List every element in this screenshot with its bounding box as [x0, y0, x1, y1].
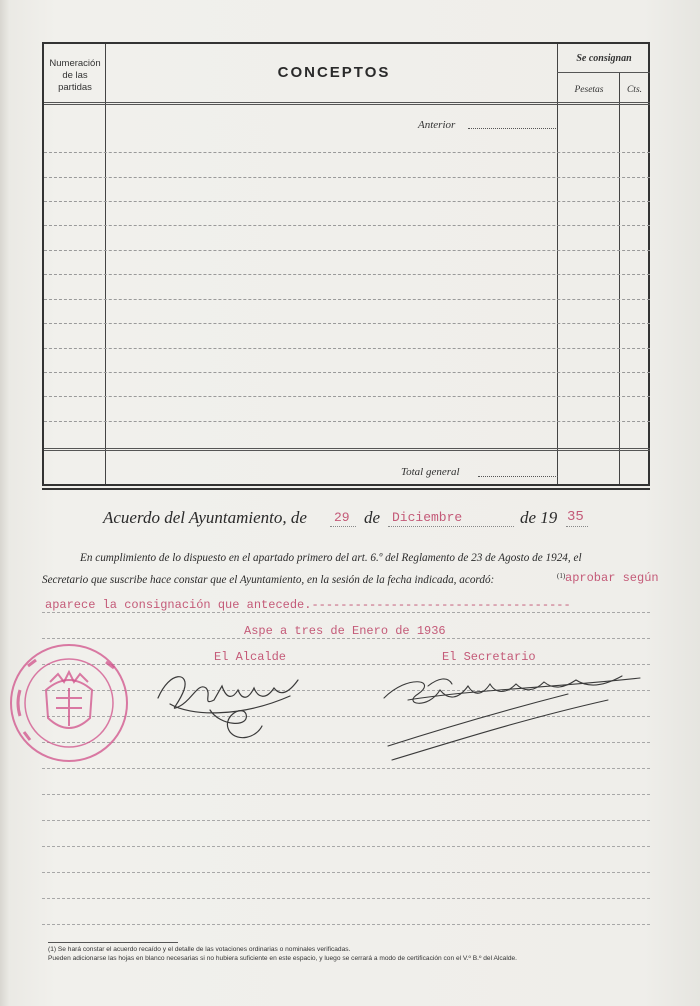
acuerdo-de-year: de 19 — [520, 508, 558, 527]
municipal-seal-stamp — [6, 640, 132, 766]
paragraph-line-1: En cumplimiento de lo dispuesto en el apartado primero del art. 6.º del Reglamento de 23 de Agosto de 1924, el — [80, 552, 582, 564]
total-rule — [44, 448, 650, 449]
fill-line — [388, 526, 514, 527]
header-conceptos: CONCEPTOS — [277, 64, 391, 81]
dotted-leader — [468, 128, 556, 129]
ruled-line — [42, 820, 650, 821]
header-rule — [44, 102, 650, 103]
acuerdo-line — [103, 508, 307, 528]
ruled-line — [42, 638, 650, 639]
ruled-row — [44, 323, 650, 324]
ruled-row — [44, 177, 650, 178]
ruled-row — [44, 396, 650, 397]
header-subrule — [557, 72, 650, 73]
typed-aprobar: aprobar según — [565, 571, 659, 585]
total-general-label: Total general — [401, 466, 460, 478]
ruled-line — [42, 846, 650, 847]
typed-consignacion: aparece la consignación que antecede.------------------------------------ — [45, 598, 571, 612]
footnote-line-1: (1) Se hará constar el acuerdo recaído y el detalle de las votaciones ordinarias o nominales verificadas. — [48, 946, 351, 953]
column-divider — [105, 44, 106, 484]
ruled-row — [44, 372, 650, 373]
paragraph-line-2: Secretario que suscribe hace constar que el Ayuntamiento, en la sesión de la fecha indicada, acordó: — [42, 574, 495, 586]
anterior-label: Anterior — [418, 119, 456, 131]
ruled-row — [44, 152, 650, 153]
header-numeracion: Numeración de las partidas — [49, 58, 101, 93]
acuerdo-month: Diciembre — [392, 510, 463, 525]
column-divider — [557, 44, 558, 484]
typed-fecha-aspe: Aspe a tres de Enero de 1936 — [244, 624, 446, 638]
column-divider — [619, 72, 620, 484]
secretario-signature — [378, 660, 648, 770]
ruled-line — [42, 794, 650, 795]
fill-line — [566, 526, 588, 527]
alcalde-signature — [150, 660, 310, 750]
ledger-table — [42, 42, 650, 486]
typed-el-alcalde: El Alcalde — [214, 650, 287, 664]
fill-line — [330, 526, 356, 527]
typed-el-secretario: El Secretario — [442, 650, 536, 664]
header-cts: Cts. — [626, 85, 643, 95]
acuerdo-prefix: Acuerdo del Ayuntamiento, de — [103, 508, 307, 527]
header-pesetas: Pesetas — [574, 85, 604, 95]
acuerdo-year: 35 — [567, 509, 584, 525]
ruled-line — [42, 612, 650, 613]
note-marker: (1) — [557, 572, 566, 580]
ruled-row — [44, 274, 650, 275]
ruled-row — [44, 299, 650, 300]
header-se-consignan: Se consignan — [576, 53, 632, 64]
ruled-row — [44, 225, 650, 226]
acuerdo-de: de — [364, 508, 381, 527]
table-bottom-rule — [42, 488, 650, 490]
dotted-leader — [478, 476, 558, 477]
header-rule — [44, 104, 650, 105]
acuerdo-day: 29 — [334, 510, 350, 525]
ruled-line — [42, 872, 650, 873]
ruled-row — [44, 250, 650, 251]
ruled-row — [44, 421, 650, 422]
ruled-line — [42, 898, 650, 899]
ruled-line — [42, 924, 650, 925]
total-rule — [44, 450, 650, 451]
footnote-line-2: Pueden adicionarse las hojas en blanco necesarias si no hubiera suficiente en este espacio, y luego se cerrará a modo de certificación con el V.º B.º del Alcalde. — [48, 955, 517, 962]
ruled-row — [44, 201, 650, 202]
page-edge — [0, 0, 10, 1006]
ruled-row — [44, 348, 650, 349]
footnote-rule — [48, 942, 178, 943]
